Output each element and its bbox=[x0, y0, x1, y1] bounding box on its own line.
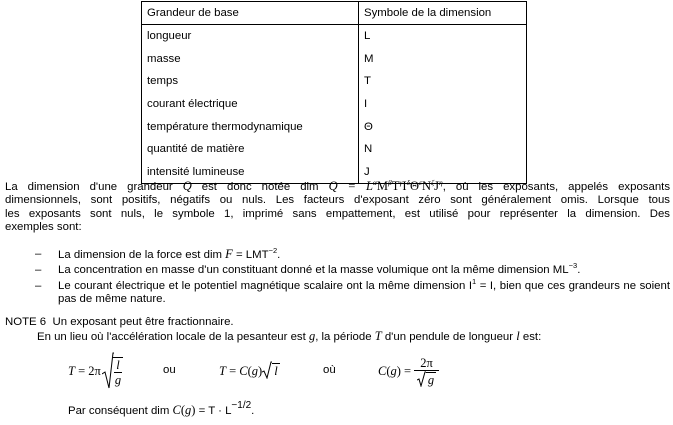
list-item: – La dimension de la force est dim $F = LMT^{-2}$. bbox=[35, 248, 670, 262]
table-row bbox=[142, 93, 527, 116]
list-item: – Le courant électrique et le potentiel magnétique scalaire ont la même dimension $I^1 = I$, bien que ces grandeurs ne soient pas de même nature. bbox=[35, 280, 670, 307]
conclusion-line: Par conséquent dim $C(g) = T \cdot L^{-1/2}$. bbox=[68, 400, 255, 417]
base-quantities-table bbox=[141, 1, 527, 184]
note-text: Un exposant peut être fractionnaire. bbox=[52, 316, 234, 328]
table-header-row bbox=[142, 2, 527, 25]
word-ou-accent: où bbox=[323, 364, 336, 376]
word-ou: ou bbox=[163, 364, 176, 376]
table-cell: intensité lumineuse bbox=[142, 161, 359, 184]
examples-list bbox=[35, 248, 670, 307]
table-cell: longueur bbox=[142, 25, 359, 48]
table-header: Grandeur de base bbox=[142, 2, 359, 25]
paragraph-line-2: dimensionnels, sont positifs, négatifs ou nuls. Les facteurs d'exposant zéro sont généralement omis. Lorsque tous bbox=[5, 194, 670, 207]
table-cell: quantité de matière bbox=[142, 138, 359, 161]
table-cell: J bbox=[359, 161, 527, 184]
formula-period-cg: T = C ( g ) l bbox=[219, 361, 280, 379]
table-row bbox=[142, 25, 527, 48]
note-6 bbox=[5, 316, 234, 329]
note-line-2: En un lieu où l'accélération locale de la pesanteur est g, la période T d'un pendule de longueur l est: bbox=[37, 329, 542, 343]
table-cell: température thermodynamique bbox=[142, 115, 359, 138]
table-cell: temps bbox=[142, 70, 359, 93]
sqrt-icon bbox=[262, 361, 272, 379]
table-row bbox=[142, 138, 527, 161]
table-row bbox=[142, 70, 527, 93]
table-cell: I bbox=[359, 93, 527, 116]
formula-period-sqrt: T = 2π $\frac{l}{g}$ bbox=[68, 351, 123, 391]
table-header: Symbole de la dimension bbox=[359, 2, 527, 25]
sqrt-icon bbox=[417, 371, 426, 387]
dimension-formula: $Q = L^\alpha M^\beta T^\gamma I^\delta\Theta^\varepsilon N^\zeta J^\eta$ bbox=[328, 178, 443, 193]
paragraph-line-4: exemples sont: bbox=[5, 221, 82, 234]
table-row bbox=[142, 48, 527, 71]
dimension-paragraph bbox=[5, 180, 673, 235]
paragraph-line-3: les exposants sont nuls, le symbole 1, imprimé sans empattement, est utilisé pour représenter la dimension. Des bbox=[5, 207, 670, 220]
table-cell: courant électrique bbox=[142, 93, 359, 116]
table-row bbox=[142, 115, 527, 138]
formula-cg: C ( g ) = $\frac{2\pi}{g}$ bbox=[378, 349, 439, 393]
table-cell: masse bbox=[142, 48, 359, 71]
list-item: – La concentration en masse d'un constituant donné et la masse volumique ont la même dimension $ML^{-3}$. bbox=[35, 264, 670, 277]
table-cell: L bbox=[359, 25, 527, 48]
table-cell: T bbox=[359, 70, 527, 93]
table-cell: Θ bbox=[359, 115, 527, 138]
note-label: NOTE 6 bbox=[5, 316, 47, 328]
table-cell: M bbox=[359, 48, 527, 71]
paragraph-line-1: La dimension d'une grandeur Q est donc notée dim $Q = L^\alpha M^\beta T^\gamma I^\delta\Theta^\varepsilon N^\zeta J^\eta$, où les exposants, appelés exposants bbox=[5, 178, 671, 193]
table-cell: N bbox=[359, 138, 527, 161]
